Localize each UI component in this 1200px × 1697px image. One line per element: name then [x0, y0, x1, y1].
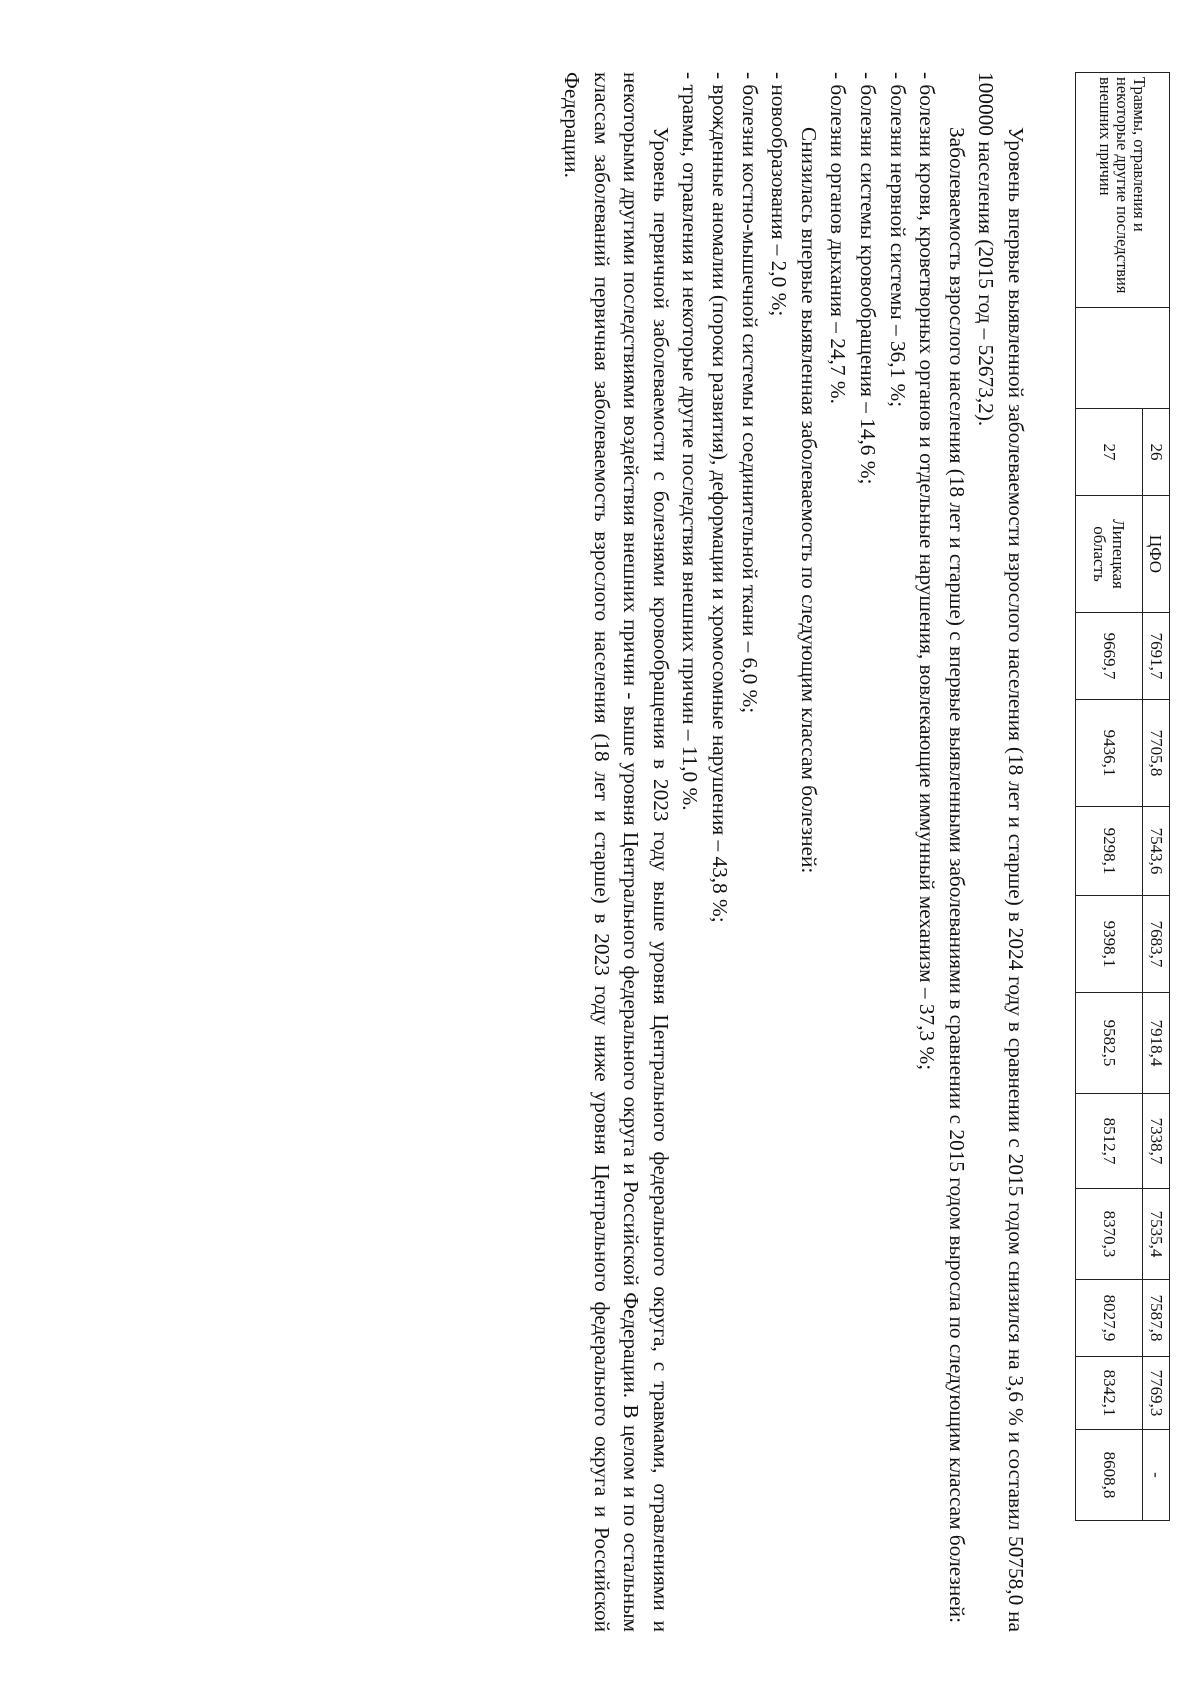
- category-label: Травмы, отравления и некоторые другие последствия внешних причин: [1076, 73, 1170, 308]
- value-cell: 8512,7: [1076, 1094, 1143, 1189]
- table-row: [1143, 73, 1170, 1521]
- paragraph-decrease-intro: Снизилась впервые выявленная заболеваемость по следующим классам болезней:: [796, 127, 821, 874]
- statistics-table: [1075, 72, 1170, 1521]
- value-cell: 8608,8: [1076, 1430, 1143, 1521]
- value-cell: 9436,1: [1076, 700, 1143, 807]
- value-cell: 7535,4: [1143, 1189, 1170, 1280]
- value-cell: 7683,7: [1143, 896, 1170, 993]
- paragraph-increase-intro: Заболеваемость взрослого населения (18 лет и старше) с впервые выявленными заболеваниями в сравнении с 2015 годом выросла по следующим классам болезней:: [944, 127, 969, 1624]
- region-name: ЦФО: [1143, 496, 1170, 613]
- value-cell: 7918,4: [1143, 993, 1170, 1094]
- row-number: 26: [1143, 409, 1170, 496]
- body-text: [557, 72, 1031, 1632]
- list-item: - врожденные аномалии (пороки развития), деформации и хромосомные нарушения – 43,8 %;: [708, 72, 733, 923]
- list-item: - болезни системы кровообращения – 14,6 %;: [856, 72, 881, 485]
- value-cell: 9298,1: [1076, 807, 1143, 896]
- list-item: - травмы, отравления и некоторые другие последствия внешних причин – 11,0 %.: [678, 72, 703, 811]
- list-item: - болезни нервной системы – 36,1 %;: [885, 72, 910, 408]
- value-cell: 7691,7: [1143, 613, 1170, 700]
- list-item: - новообразования – 2,0 %;: [767, 72, 792, 317]
- paragraph-primary-incidence: Уровень первичной заболеваемости с болезнями кровообращения в 2023 году выше уровня Центрального федерального округа, с травмами, отравлениями и некоторыми другими последствиями воздействия внешних причин - выше уровня Центрального федерального округа и Российской Федерации. В целом и по остальным классам заболеваний первичная заболеваемость взрослого населения (18 лет и старше) в 2023 году ниже уровня Центрального федерального округа и Российской Федерации.: [560, 72, 673, 1632]
- value-cell: 7769,3: [1143, 1357, 1170, 1430]
- row-number: 27: [1076, 409, 1143, 496]
- empty-cell: [1076, 308, 1170, 409]
- list-item: - болезни костно-мышечной системы и соединительной ткани – 6,0 %;: [737, 72, 762, 714]
- value-cell: 9582,5: [1076, 993, 1143, 1094]
- value-cell: 7705,8: [1143, 700, 1170, 807]
- value-cell: 8342,1: [1076, 1357, 1143, 1430]
- list-item: - болезни органов дыхания – 24,7 %.: [826, 72, 851, 404]
- value-cell: -: [1143, 1430, 1170, 1521]
- value-cell: 7587,8: [1143, 1280, 1170, 1357]
- value-cell: 8027,9: [1076, 1280, 1143, 1357]
- list-item: - болезни крови, кроветворных органов и отдельные нарушения, вовлекающие иммунный механизм – 37,3 %;: [915, 72, 940, 1071]
- value-cell: 7338,7: [1143, 1094, 1170, 1189]
- value-cell: 9398,1: [1076, 896, 1143, 993]
- value-cell: 9669,7: [1076, 613, 1143, 700]
- paragraph-incidence-summary: Уровень впервые выявленной заболеваемости взрослого населения (18 лет и старше) в 2024 году в сравнении с 2015 годом снизился на 3,6 % и составил 50758,0 на 100000 населения (2015 год – 52673,2).: [974, 72, 1028, 1632]
- region-name: Липецкая область: [1076, 496, 1143, 613]
- value-cell: 8370,3: [1076, 1189, 1143, 1280]
- value-cell: 7543,6: [1143, 807, 1170, 896]
